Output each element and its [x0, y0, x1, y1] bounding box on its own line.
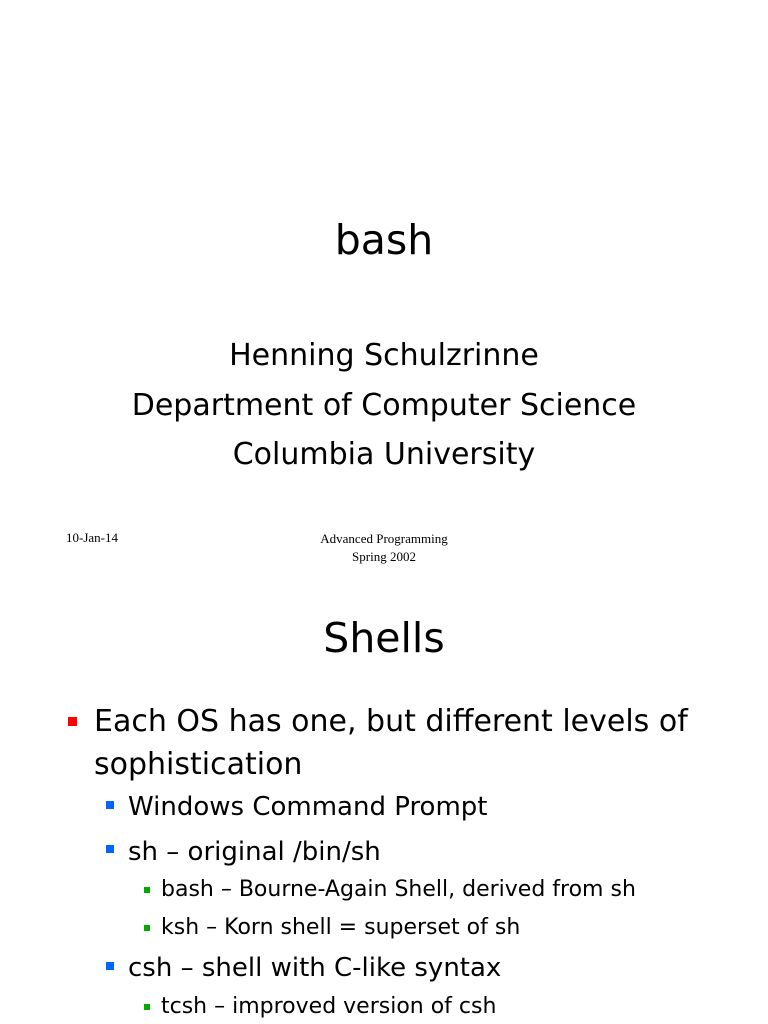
- bullet-marker-green: [144, 925, 150, 931]
- bullet-marker-green: [144, 887, 150, 893]
- footer-course-term: Spring 2002: [352, 549, 416, 564]
- sub-sub-bullet: tcsh – improved version of csh: [161, 994, 497, 1019]
- bullet-marker-blue: [106, 845, 114, 853]
- author-name: Henning Schulzrinne: [229, 338, 539, 373]
- bullet-marker-red: [68, 717, 77, 726]
- footer-course-title: Advanced Programming: [320, 531, 448, 546]
- bullet-marker-green: [144, 1004, 150, 1010]
- bullet-marker-blue: [106, 801, 114, 809]
- sub-bullet: sh – original /bin/sh: [128, 837, 381, 867]
- bullet-marker-blue: [106, 962, 114, 970]
- sub-sub-bullet: ksh – Korn shell = superset of sh: [161, 915, 521, 940]
- sub-bullet: csh – shell with C-like syntax: [128, 953, 502, 983]
- university-name: Columbia University: [232, 437, 536, 472]
- sub-sub-bullet: bash – Bourne-Again Shell, derived from sh: [161, 877, 636, 902]
- footer-date: 10-Jan-14: [66, 530, 118, 545]
- sub-bullet: Windows Command Prompt: [128, 792, 488, 822]
- bullet-line: sophistication: [94, 747, 303, 782]
- department-name: Department of Computer Science: [131, 387, 637, 423]
- bullet-line: Each OS has one, but different levels of: [94, 704, 688, 739]
- slide-title-bash: bash: [334, 216, 434, 264]
- slide-title-shells: Shells: [323, 614, 445, 662]
